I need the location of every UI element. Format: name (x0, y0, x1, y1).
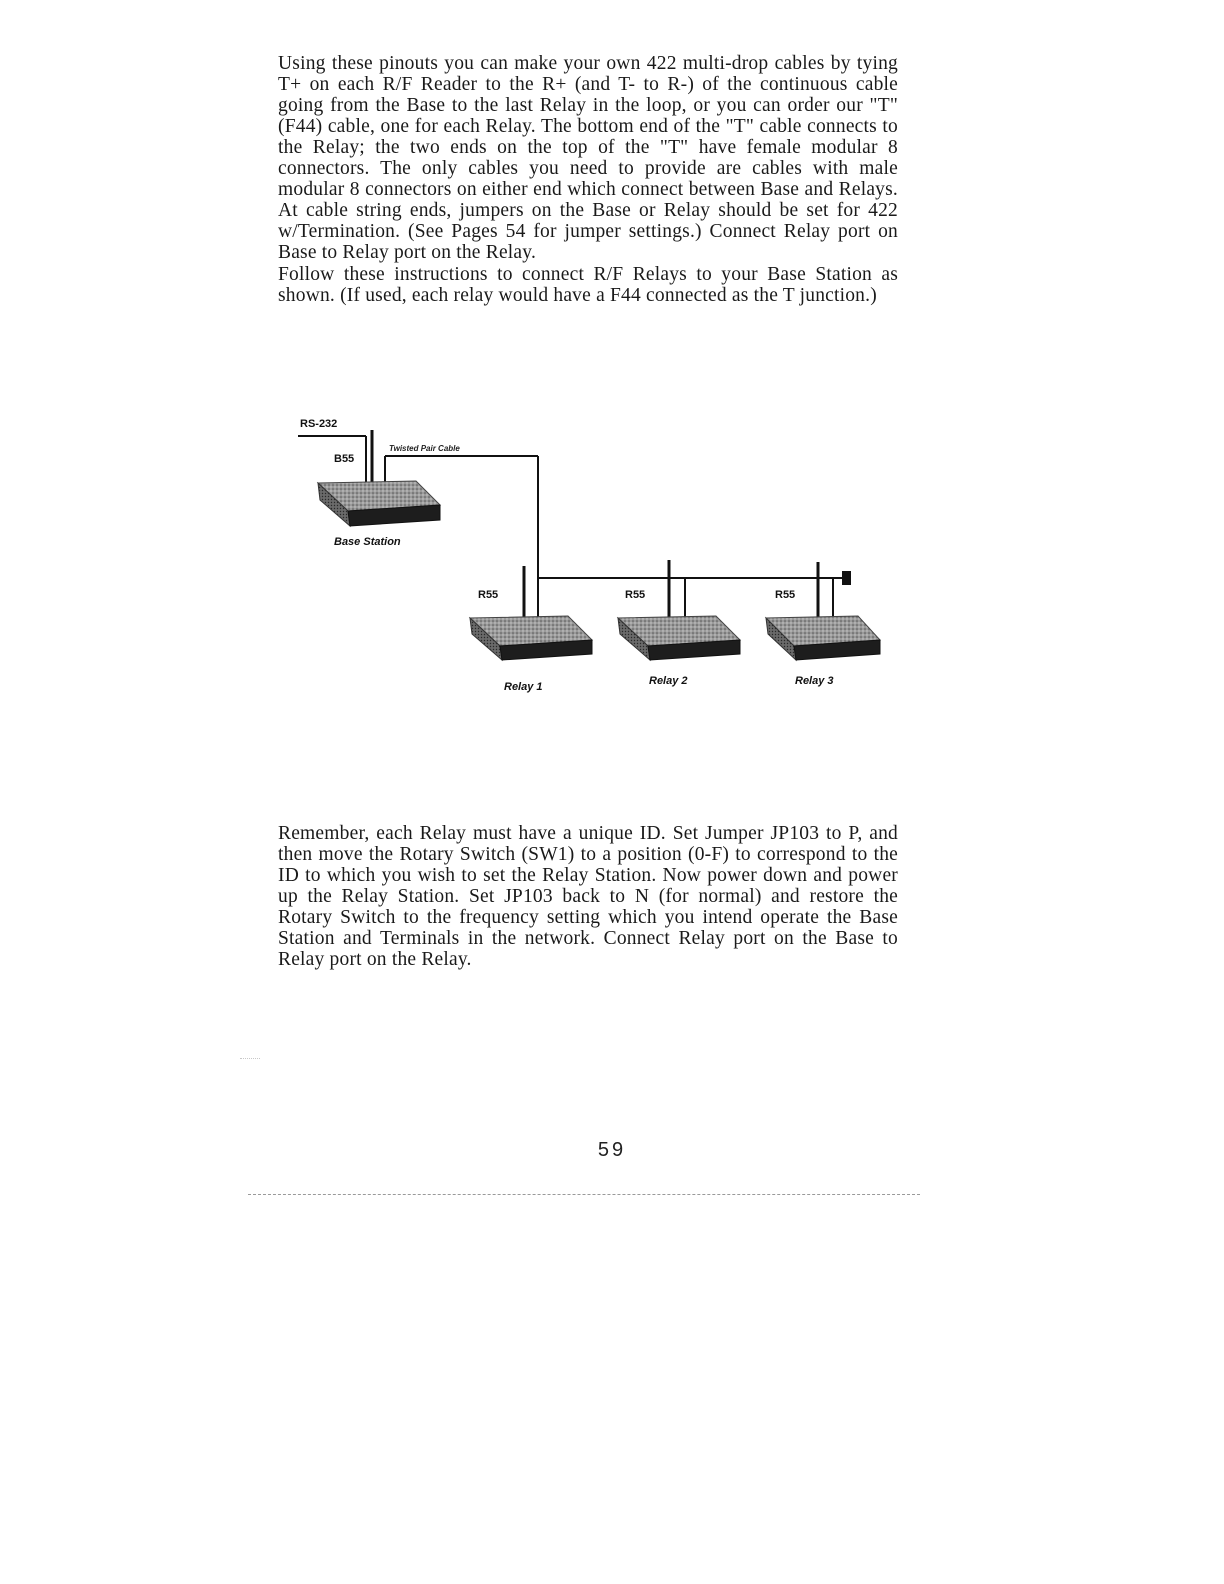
relay-3-caption: Relay 3 (795, 675, 834, 687)
base-station-device (318, 481, 440, 526)
relay-1-caption: Relay 1 (504, 681, 543, 693)
paragraph-pinouts: Using these pinouts you can make your own 422 multi-drop cables by tying T+ on each R/F Reader to the R+ (and T- to R-) of the continuous cable going from the Base to the last Relay in the loop, or you can order our "T"(F44) cable, one for each Relay. The bottom end of the "T" cable connects to the Relay; the two ends on the top of the "T" have female modular 8 connectors. The only cables you need to provide are cables with male modular 8 connectors on either end which connect between Base and Relays. At cable string ends, jumpers on the Base or Relay should be set for 422 w/Termination. (See Pages 54 for jumper settings.) Connect Relay port on Base to Relay port on the Relay. (278, 53, 898, 263)
relay-2-caption: Relay 2 (649, 675, 688, 687)
base-station-caption: Base Station (334, 536, 401, 548)
relay-2-model: R55 (625, 589, 646, 601)
paragraph-relay-id: Remember, each Relay must have a unique ID. Set Jumper JP103 to P, and then move the Rotary Switch (SW1) to a position (0-F) to correspond to the ID to which you wish to set the Relay Station. Now power down and power up the Relay Station. Set JP103 back to N (for normal) and restore the Rotary Switch to the frequency setting which you intend operate the Base Station and Terminals in the network. Connect Relay port on the Base to Relay port on the Relay. (278, 823, 898, 970)
scan-speck (240, 1058, 260, 1059)
base-model-label: B55 (334, 453, 355, 465)
relay-1-model: R55 (478, 589, 499, 601)
page-number: 59 (597, 1139, 627, 1161)
relay-2-device (618, 616, 740, 660)
bus-terminator (842, 571, 851, 585)
paragraph-instructions: Follow these instructions to connect R/F Relays to your Base Station as shown. (If used, each relay would have a F44 connected as the T junction.) (278, 264, 898, 306)
relay-3-model: R55 (775, 589, 796, 601)
relay-1-device (470, 616, 592, 660)
relay-network-diagram (288, 408, 908, 708)
rs232-label: RS-232 (300, 418, 338, 430)
relay-3-device (766, 616, 880, 660)
page-divider (248, 1194, 920, 1195)
twisted-pair-cable-label: Twisted Pair Cable (389, 444, 460, 453)
